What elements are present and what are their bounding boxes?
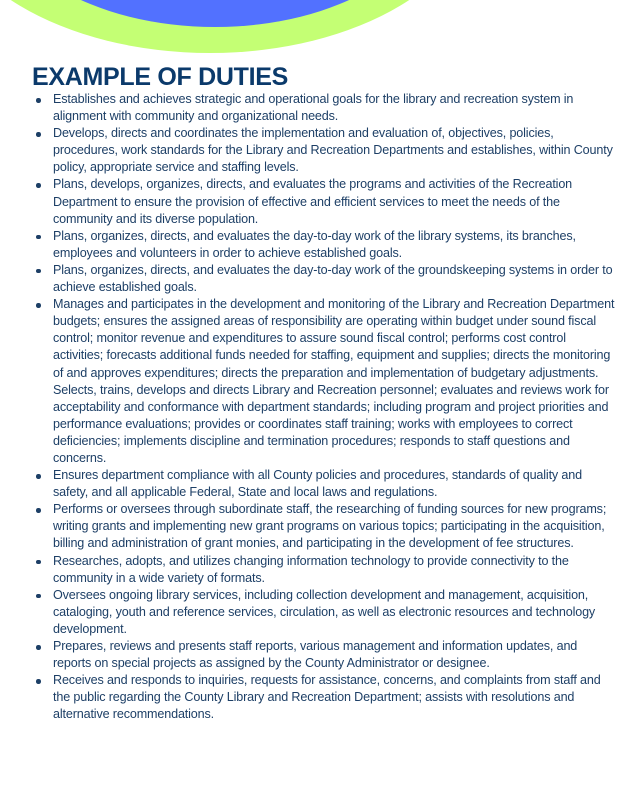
bullet-icon [36, 303, 41, 308]
duty-item [36, 467, 616, 501]
duty-item [36, 296, 616, 467]
duty-text: Develops, directs and coordinates the implementation and evaluation of, objectives, policies, procedures, work standards for the Library and Recreation Departments and establishes, within County policy, appropriate service and staffing levels. [53, 126, 613, 175]
bullet-icon [36, 679, 41, 684]
duty-item [36, 262, 616, 296]
bullet-icon [36, 645, 41, 650]
header-decoration [0, 0, 625, 70]
bullet-icon [36, 183, 41, 188]
duty-text: Researches, adopts, and utilizes changing information technology to provide connectivity to the community in a wide variety of formats. [53, 553, 569, 585]
bullet-icon [36, 269, 41, 274]
bullet-icon [36, 98, 41, 103]
bullet-icon [36, 594, 41, 599]
bullet-icon [36, 132, 41, 137]
duty-item [36, 176, 616, 227]
duty-text: Receives and responds to inquiries, requests for assistance, concerns, and complaints from staff and the public regarding the County Library and Recreation Department; assists with resolutions and alternative recommendations. [53, 673, 601, 722]
duty-text: Manages and participates in the development and monitoring of the Library and Recreation Department budgets; ensures the assigned areas of responsibility are operating within budget under sound fiscal control; monitor revenue and expenditures to assure sound fiscal control; performs cost control activities; forecasts additional funds needed for staffing, equipment and supplies; directs the monitoring of and approves expenditures; directs the preparation and implementation of budgetary adjustments. Selects, trains, develops and directs Library and Recreation personnel; evaluates and reviews work for acceptability and conformance with department standards; including program and project priorities and performance evaluations; provides or coordinates staff training; works with employees to correct deficiencies; implements discipline and termination procedures; responds to staff questions and concerns. [53, 297, 615, 465]
duty-item [36, 672, 616, 723]
bullet-icon [36, 508, 41, 513]
bullet-icon [36, 560, 41, 565]
duty-text: Performs or oversees through subordinate staff, the researching of funding sources for new programs; writing grants and implementing new grant programs on various topics; participating in the acquisition, billing and administration of grant monies, and participating in the development of fee structures. [53, 502, 607, 551]
duty-item [36, 228, 616, 262]
duty-item [36, 638, 616, 672]
duty-text: Prepares, reviews and presents staff reports, various management and information updates, and reports on special projects as assigned by the County Administrator or designee. [53, 639, 578, 671]
duty-text: Establishes and achieves strategic and operational goals for the library and recreation system in alignment with community and organizational needs. [53, 92, 574, 124]
duty-text: Oversees ongoing library services, including collection development and management, acquisition, cataloging, youth and reference services, circulation, as well as electronic resources and technology development. [53, 587, 596, 636]
duty-text: Plans, organizes, directs, and evaluates the day-to-day work of the groundskeeping systems in order to achieve established goals. [53, 262, 613, 295]
duty-item [36, 553, 616, 587]
duty-text: Plans, organizes, directs, and evaluates the day-to-day work of the library systems, its branches, employees and volunteers in order to achieve established goals. [53, 228, 576, 260]
duty-item [36, 91, 616, 125]
duty-text: Plans, develops, organizes, directs, and evaluates the programs and activities of the Recreation Department to ensure the provision of effective and efficient services to meet the needs of the community and its diverse population. [53, 177, 573, 226]
duty-text: Ensures department compliance with all County policies and procedures, standards of quality and safety, and all applicable Federal, State and local laws and regulations. [53, 468, 582, 500]
duty-item [36, 125, 616, 176]
bullet-icon [36, 474, 41, 479]
duty-item [36, 587, 616, 638]
bullet-icon [36, 235, 41, 240]
duty-item [36, 501, 616, 552]
duties-list [36, 91, 616, 723]
page-title: EXAMPLE OF DUTIES [32, 63, 289, 91]
